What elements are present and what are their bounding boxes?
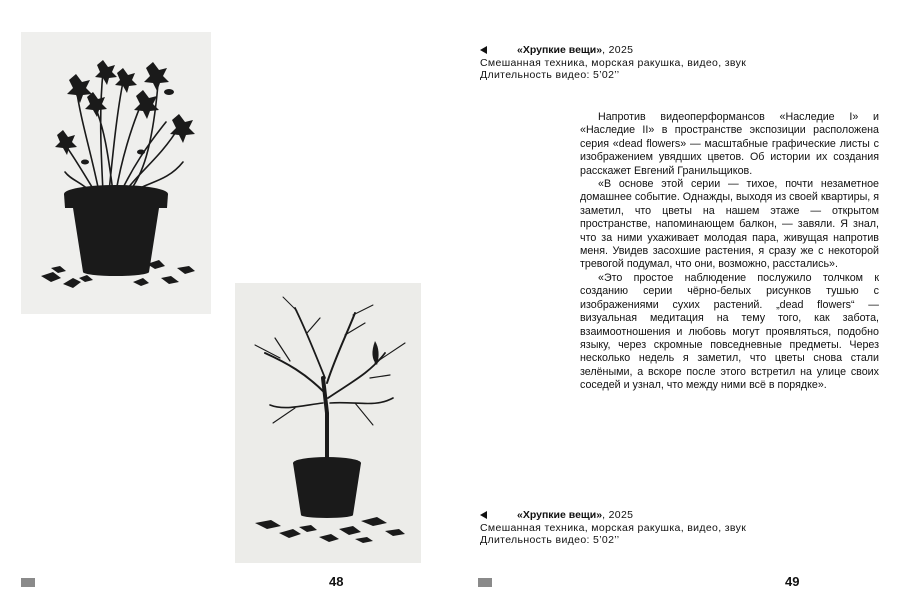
caption-medium: Смешанная техника, морская ракушка, видео, звук: [480, 56, 747, 69]
caption-top: [480, 44, 746, 82]
caption-bottom: [480, 509, 746, 547]
page-number: 49: [785, 574, 800, 589]
artwork-bare-tree: [235, 283, 421, 563]
caption-year: , 2025: [602, 509, 634, 521]
caption-medium: Смешанная техника, морская ракушка, видео, звук: [480, 521, 747, 534]
caption-year: , 2025: [602, 44, 634, 56]
body-text: [580, 111, 879, 393]
paragraph: «В основе этой серии — тихое, почти незаметное домашнее событие. Однажды, выходя из своей квартиры, я заметил, что цветы на нашем этаже — открытом пространстве, напоминающем балкон, — завяли. Я знал, что за ними ухаживает молодая пара, живущая напротив меня. Увидев засохшие растения, я сразу же с некоторой тревогой подумал, что они, возможно, расстались».: [580, 178, 879, 271]
arrow-left-icon: [480, 511, 487, 519]
caption-duration: Длительность видео: 5’02’’: [480, 534, 620, 546]
caption-duration: Длительность видео: 5’02’’: [480, 69, 620, 81]
paragraph: Напротив видеоперформансов «Наследие I» и «Наследие II» в пространстве экспозиции расположена серия «dead flowers» — масштабные графические листы с изображением увядших цветов. Об истории их создания расскажет Евгений Гранильщиков.: [580, 111, 879, 177]
page-number: 48: [329, 574, 344, 589]
paragraph: «Это простое наблюдение послужило толчком к созданию серии чёрно-белых рисунков тушью с изображениями сухих растений. „dead flowers“ — визуальная медитация на тему того, как забота, взаимоотношения и любовь могут проявляться, подобно языку, через скромные повседневные предметы. Через несколько недель я заметил, что цветы снова стали зелёными, а вскоре после этого встретил на улице своих соседей и узнал, что между ними всё в порядке».: [580, 271, 879, 392]
footer-marker: [21, 578, 35, 587]
right-page: [450, 0, 900, 612]
bare-tree-drawing: [235, 283, 421, 563]
caption-title: «Хрупкие вещи»: [517, 44, 603, 56]
caption-title: «Хрупкие вещи»: [517, 509, 603, 521]
artwork-potted-plant: [21, 32, 211, 314]
footer-marker: [478, 578, 492, 587]
potted-plant-drawing: [21, 32, 211, 314]
arrow-left-icon: [480, 46, 487, 54]
